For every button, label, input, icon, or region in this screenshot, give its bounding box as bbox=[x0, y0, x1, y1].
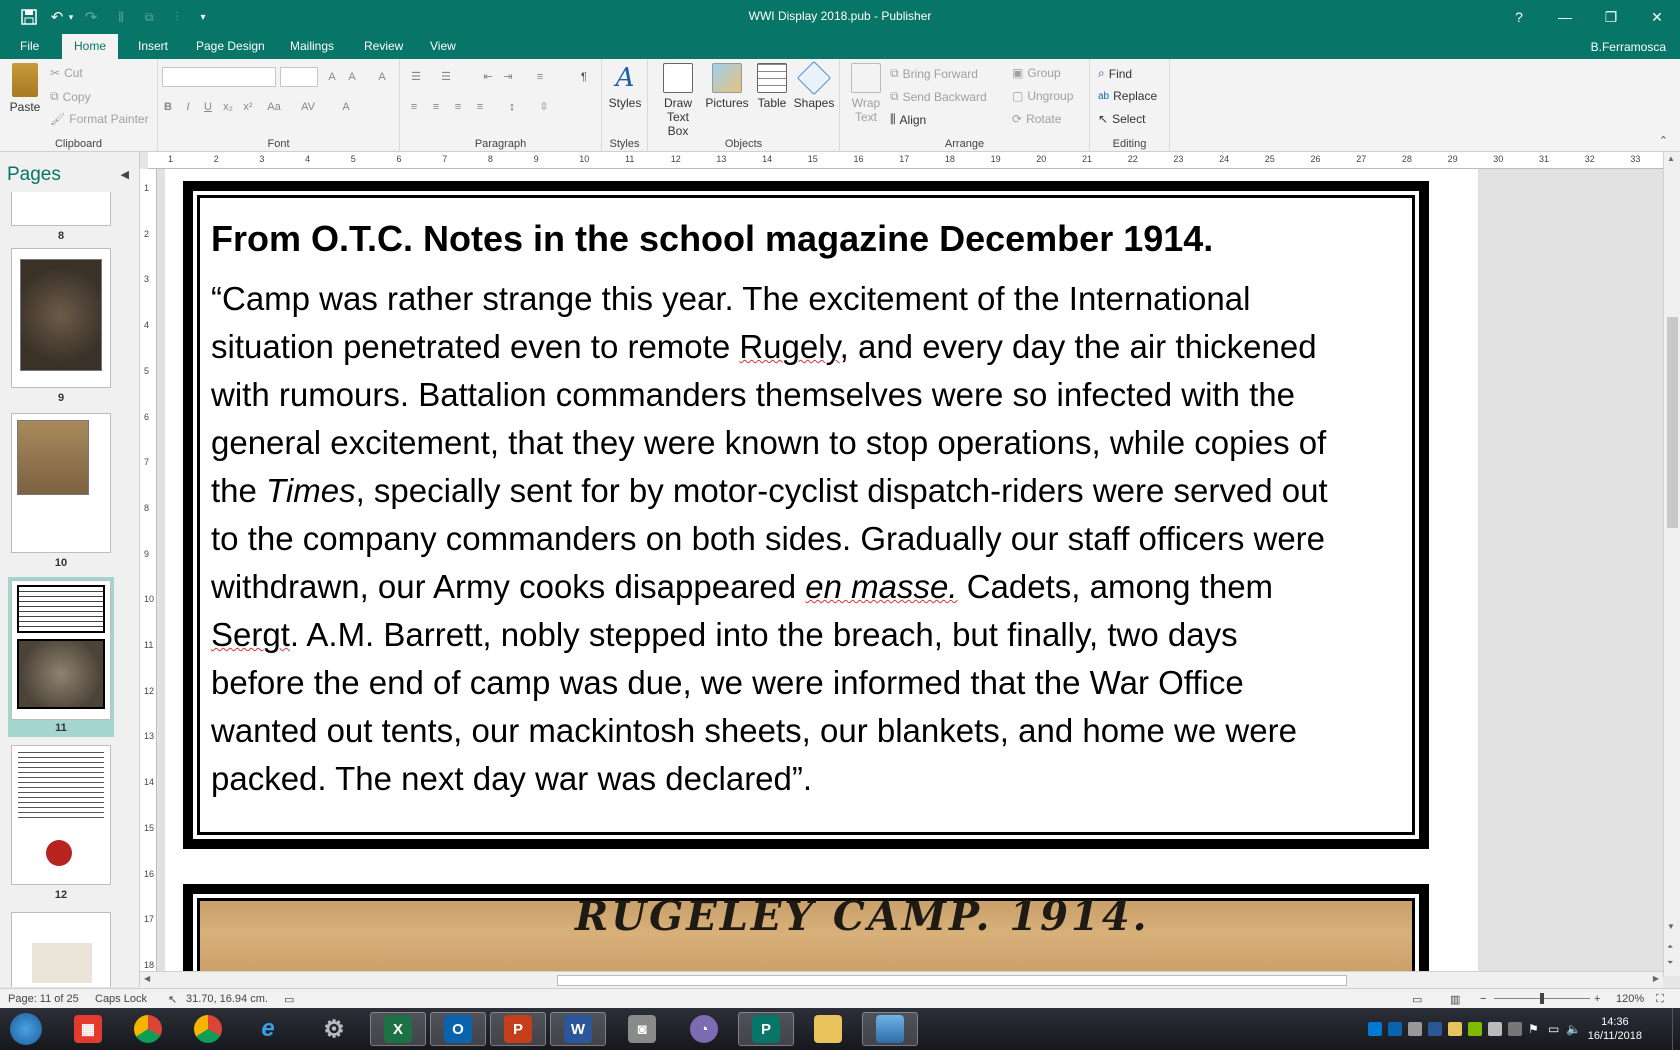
ruler-number: 33 bbox=[1630, 154, 1641, 164]
ruler-number: 16 bbox=[144, 868, 155, 879]
outlook-tray-icon[interactable] bbox=[1388, 1022, 1402, 1036]
align-right-icon: ≡ bbox=[454, 101, 462, 113]
vertical-scroll-thumb[interactable] bbox=[1667, 317, 1678, 528]
powerpoint-icon: P bbox=[504, 1015, 532, 1043]
rotate-button bbox=[1012, 112, 1061, 126]
page-number-11: 11 bbox=[55, 722, 67, 734]
ruler-number: 11 bbox=[625, 154, 635, 164]
page-thumbnail-11[interactable] bbox=[11, 580, 111, 720]
body-line: “Camp was rather strange this year. The excitement of the International bbox=[211, 280, 1251, 317]
taskbar-chrome-2[interactable] bbox=[180, 1012, 236, 1046]
font-name-combo[interactable] bbox=[162, 67, 276, 87]
redo-icon: ↷ bbox=[84, 9, 98, 26]
windows-icon bbox=[10, 1013, 42, 1045]
arrange-group bbox=[840, 59, 1090, 152]
photo-thumbnail bbox=[17, 420, 89, 495]
ruler-number: 5 bbox=[350, 154, 356, 164]
tab-page-design[interactable]: Page Design bbox=[196, 39, 265, 53]
shapes-button[interactable] bbox=[792, 63, 836, 110]
page-number-10: 10 bbox=[54, 557, 68, 569]
shapes-label: Shapes bbox=[793, 96, 835, 110]
tab-mailings[interactable]: Mailings bbox=[290, 39, 335, 53]
objects-group-label: Objects bbox=[724, 138, 763, 150]
collapse-ribbon-icon[interactable]: ⌃ bbox=[1658, 135, 1668, 147]
ruler-number: 4 bbox=[144, 320, 150, 331]
table-label: Table bbox=[757, 96, 787, 110]
taskbar-excel[interactable] bbox=[370, 1012, 426, 1046]
ruler-number: 18 bbox=[944, 154, 955, 164]
shrink-font-icon: A bbox=[348, 71, 356, 83]
bring-forward-button bbox=[890, 66, 978, 81]
cut-button bbox=[50, 66, 83, 80]
copy-icon: ⧉ bbox=[50, 89, 59, 103]
ruler-number: 25 bbox=[1264, 154, 1275, 164]
scroll-right-icon[interactable]: ▶ bbox=[1652, 974, 1659, 983]
user-name[interactable]: B.Ferramosca bbox=[1590, 40, 1666, 54]
page-thumbnail-8[interactable] bbox=[11, 192, 111, 226]
ruler-number: 7 bbox=[442, 154, 448, 164]
pages-panel bbox=[0, 152, 140, 987]
ruler-number: 30 bbox=[1493, 154, 1504, 164]
align-left-icon: ≡ bbox=[410, 101, 418, 113]
status-bar bbox=[0, 988, 1680, 1008]
horizontal-scrollbar[interactable] bbox=[140, 971, 1663, 988]
replace-button[interactable] bbox=[1098, 89, 1157, 103]
wrap-text-icon bbox=[851, 63, 881, 93]
object-position: 31.70, 16.94 cm. bbox=[186, 993, 268, 1005]
ungroup-icon: ▢ bbox=[1012, 89, 1024, 103]
body-line: Sergt. A.M. Barrett, nobly stepped into the breach, but finally, two days bbox=[211, 616, 1238, 653]
volume-icon[interactable]: 🔈 bbox=[1566, 1022, 1581, 1036]
grow-font-icon: A bbox=[328, 71, 336, 83]
tray-icon[interactable] bbox=[1488, 1022, 1502, 1036]
group-label: Group bbox=[1027, 66, 1061, 80]
paste-label: Paste bbox=[9, 100, 41, 114]
ruler-number: 14 bbox=[762, 154, 773, 164]
camera-icon: ◙ bbox=[628, 1015, 656, 1043]
rotate-label: Rotate bbox=[1026, 112, 1062, 126]
paste-button[interactable] bbox=[6, 63, 44, 114]
pictures-button[interactable] bbox=[704, 63, 750, 110]
horizontal-scroll-thumb[interactable] bbox=[557, 975, 1347, 986]
text-thumbnail bbox=[18, 752, 104, 822]
bring-forward-label: Bring Forward bbox=[902, 66, 978, 81]
group-button bbox=[1012, 66, 1061, 80]
clock-date: 16/11/2018 bbox=[1587, 1030, 1642, 1042]
ruler-number: 10 bbox=[144, 594, 155, 605]
gear-icon: ⚙ bbox=[323, 1015, 345, 1043]
tab-insert[interactable]: Insert bbox=[138, 39, 169, 53]
superscript-icon: x² bbox=[243, 101, 253, 113]
ruler-number: 22 bbox=[1127, 154, 1138, 164]
ruler-number: 14 bbox=[144, 777, 155, 788]
arrange-group-label: Arrange bbox=[944, 138, 985, 150]
undo-icon[interactable]: ↶ bbox=[50, 9, 64, 26]
change-case-icon: Aa bbox=[267, 101, 281, 113]
clock-time: 14:36 bbox=[1601, 1016, 1629, 1028]
excel-icon: X bbox=[384, 1015, 412, 1043]
ruler-number: 13 bbox=[144, 731, 155, 742]
align-label: Align bbox=[899, 112, 927, 127]
photo-thumbnail bbox=[20, 259, 102, 371]
ruler-number: 24 bbox=[1219, 154, 1230, 164]
taskbar-camera[interactable] bbox=[614, 1012, 670, 1046]
character-spacing-icon: AV bbox=[301, 101, 315, 113]
ribbon bbox=[0, 59, 1680, 152]
network-icon[interactable]: ▭ bbox=[1548, 1022, 1560, 1036]
ruler-number: 8 bbox=[144, 502, 150, 513]
tray-icon[interactable] bbox=[1468, 1022, 1482, 1036]
find-label: Find bbox=[1108, 66, 1133, 81]
page-thumbnail-9[interactable] bbox=[11, 248, 111, 388]
select-button[interactable] bbox=[1098, 112, 1145, 126]
text-thumbnail bbox=[17, 585, 105, 633]
poppy-thumbnail bbox=[46, 840, 72, 866]
ruler-number: 18 bbox=[144, 959, 155, 970]
scissors-icon: ✂ bbox=[50, 66, 61, 80]
ruler-number: 1 bbox=[144, 183, 150, 193]
collapse-panel-icon[interactable]: ◀ bbox=[120, 169, 129, 181]
clipboard-group bbox=[0, 59, 158, 152]
fit-page-icon[interactable]: ⛶ bbox=[1656, 993, 1664, 1005]
window-title: WWI Display 2018.pub - Publisher bbox=[748, 9, 932, 23]
cursor-icon: ↖ bbox=[1098, 112, 1109, 126]
object-size-icon: ▭ bbox=[284, 994, 295, 1006]
format-painter-button bbox=[50, 112, 149, 126]
taskbar-outlook[interactable] bbox=[430, 1012, 486, 1046]
tray-icon[interactable] bbox=[1448, 1022, 1462, 1036]
table-button[interactable] bbox=[754, 63, 790, 110]
ruler-number: 12 bbox=[670, 154, 681, 164]
taskbar-word[interactable] bbox=[550, 1012, 606, 1046]
scroll-left-icon[interactable]: ◀ bbox=[144, 974, 151, 983]
text-box-label: Text Box bbox=[666, 110, 689, 138]
ruler-number: 29 bbox=[1447, 154, 1458, 164]
font-group-label: Font bbox=[267, 138, 290, 150]
page-thumbnail-12[interactable] bbox=[11, 745, 111, 885]
page-indicator[interactable]: Page: 11 of 25 bbox=[8, 993, 79, 1005]
ruler-number: 13 bbox=[716, 154, 727, 164]
align-icon: ⫼ bbox=[890, 112, 896, 126]
folder-icon bbox=[814, 1015, 842, 1043]
show-marks-icon[interactable]: ¶ bbox=[581, 71, 587, 83]
objects-group bbox=[648, 59, 840, 152]
ruler-number: 17 bbox=[144, 914, 155, 925]
format-painter-label: Format Painter bbox=[69, 112, 149, 126]
search-icon: ⌕ bbox=[1098, 66, 1105, 80]
body-line: withdrawn, our Army cooks disappeared en masse. Cadets, among them bbox=[211, 568, 1274, 605]
page-number-9: 9 bbox=[57, 392, 65, 404]
editing-group-label: Editing bbox=[1112, 138, 1147, 150]
taskbar-apps-grid[interactable] bbox=[60, 1012, 116, 1046]
body-line: the Times, specially sent for by motor-cyclist dispatch-riders were served out bbox=[211, 472, 1328, 509]
close-button[interactable]: ✕ bbox=[1651, 8, 1663, 25]
vertical-scrollbar[interactable] bbox=[1663, 152, 1680, 976]
copy-button bbox=[50, 89, 91, 104]
ruler-number: 1 bbox=[168, 154, 174, 164]
styles-group bbox=[602, 59, 648, 152]
font-group bbox=[158, 59, 400, 152]
group-icon: ▣ bbox=[1012, 66, 1024, 80]
distribute-icon: ⫶ bbox=[175, 9, 179, 24]
internet-explorer-icon: e bbox=[261, 1015, 275, 1042]
ruler-number: 23 bbox=[1173, 154, 1184, 164]
ruler-number: 19 bbox=[990, 154, 1001, 164]
tab-home[interactable]: Home bbox=[62, 34, 118, 59]
picture-icon bbox=[876, 1015, 904, 1043]
page-thumbnail-13[interactable] bbox=[11, 912, 111, 987]
taskbar bbox=[0, 1008, 1680, 1050]
page-thumbnail-10[interactable] bbox=[11, 413, 111, 553]
copy-label: Copy bbox=[62, 89, 91, 104]
send-backward-icon: ⧉ bbox=[890, 89, 899, 103]
ruler-number: 26 bbox=[1310, 154, 1321, 164]
ruler-number: 9 bbox=[144, 548, 150, 559]
align-button[interactable] bbox=[890, 112, 926, 127]
next-page-icon[interactable]: ⏷ bbox=[1667, 958, 1674, 967]
draw-label: Draw bbox=[663, 96, 692, 110]
draw-text-box-button[interactable] bbox=[656, 63, 700, 138]
paragraph-group-label: Paragraph bbox=[474, 138, 527, 150]
title-bar bbox=[0, 0, 1680, 34]
word-icon: W bbox=[564, 1015, 592, 1043]
ribbon-tabs bbox=[0, 34, 1680, 59]
replace-label: Replace bbox=[1113, 89, 1158, 103]
styles-icon: A bbox=[615, 63, 635, 93]
bring-forward-icon: ⧉ bbox=[890, 66, 899, 80]
two-page-view-icon[interactable]: ▥ bbox=[1450, 994, 1461, 1006]
action-center-icon[interactable]: ⚑ bbox=[1528, 1022, 1539, 1036]
paragraph-spacing-icon: ⇳ bbox=[539, 101, 549, 113]
vertical-ruler[interactable] bbox=[140, 169, 157, 976]
ruler-number: 15 bbox=[807, 154, 818, 164]
outlook-icon: O bbox=[444, 1015, 472, 1043]
caps-lock-indicator: Caps Lock bbox=[95, 993, 147, 1005]
body-line: with rumours. Battalion commanders themselves were so infected with the bbox=[211, 376, 1295, 413]
ruler-number: 6 bbox=[144, 411, 150, 422]
justify-icon: ≡ bbox=[476, 101, 484, 113]
restore-button[interactable]: ❐ bbox=[1604, 8, 1618, 25]
scroll-down-icon[interactable]: ▼ bbox=[1667, 922, 1675, 931]
media-icon: ◔ bbox=[690, 1015, 718, 1043]
pictures-icon bbox=[712, 63, 742, 93]
ruler-number: 2 bbox=[144, 228, 150, 239]
rotate-icon: ⟳ bbox=[1012, 112, 1023, 126]
styles-group-label: Styles bbox=[609, 138, 640, 150]
bring-front-icon: ⧉ bbox=[144, 9, 154, 24]
send-backward-button bbox=[890, 89, 987, 104]
ruler-number: 10 bbox=[579, 154, 590, 164]
document-heading[interactable]: From O.T.C. Notes in the school magazine December 1914. bbox=[211, 218, 1214, 259]
zoom-out-icon[interactable]: − bbox=[1480, 993, 1487, 1005]
zoom-level[interactable]: 120% bbox=[1616, 993, 1645, 1005]
photo-thumbnail bbox=[32, 943, 92, 983]
ruler-number: 16 bbox=[853, 154, 864, 164]
grid-icon: ▦ bbox=[74, 1015, 102, 1043]
ruler-number: 6 bbox=[396, 154, 402, 164]
page-number-8: 8 bbox=[57, 230, 65, 242]
italic-en-masse: en masse. bbox=[805, 568, 958, 605]
taskbar-screenshot[interactable] bbox=[862, 1012, 918, 1046]
subscript-icon: x₂ bbox=[223, 101, 233, 113]
taskbar-media[interactable] bbox=[676, 1012, 732, 1046]
ruler-number: 11 bbox=[144, 640, 154, 650]
wrap-label: Wrap bbox=[851, 96, 881, 110]
ruler-number: 15 bbox=[144, 822, 155, 833]
font-color-icon: A bbox=[342, 101, 350, 113]
ruler-number: 7 bbox=[144, 457, 150, 468]
taskbar-settings[interactable] bbox=[306, 1012, 362, 1046]
customize-quick-access-icon[interactable]: ▾ bbox=[200, 11, 206, 23]
paste-icon bbox=[12, 63, 38, 97]
taskbar-internet-explorer[interactable] bbox=[240, 1012, 296, 1046]
tab-file[interactable]: File bbox=[20, 39, 40, 53]
ruler-number: 4 bbox=[305, 154, 311, 164]
cut-label: Cut bbox=[64, 66, 83, 80]
chrome-icon bbox=[134, 1015, 162, 1043]
document-body-text[interactable] bbox=[211, 275, 1426, 803]
shapes-icon bbox=[797, 61, 831, 95]
ruler-number: 27 bbox=[1356, 154, 1367, 164]
send-backward-label: Send Backward bbox=[902, 89, 987, 104]
columns-icon: ≡ bbox=[536, 71, 544, 83]
previous-page-icon[interactable]: ⏶ bbox=[1667, 942, 1674, 951]
editing-group bbox=[1090, 59, 1170, 152]
select-label: Select bbox=[1112, 112, 1146, 126]
text-box-icon bbox=[663, 63, 693, 93]
taskbar-powerpoint[interactable] bbox=[490, 1012, 546, 1046]
ruler-number: 5 bbox=[144, 365, 150, 376]
ruler-number: 8 bbox=[487, 154, 493, 164]
clear-formatting-icon: A bbox=[378, 71, 386, 83]
single-page-view-icon[interactable]: ▭ bbox=[1412, 994, 1423, 1006]
zoom-in-icon[interactable]: + bbox=[1594, 993, 1601, 1005]
decrease-indent-icon: ⇤ bbox=[483, 71, 493, 83]
zoom-slider-thumb[interactable] bbox=[1540, 993, 1544, 1004]
photo-thumbnail bbox=[17, 639, 105, 709]
numbering-icon: ☰ bbox=[441, 71, 451, 83]
ruler-number: 32 bbox=[1584, 154, 1595, 164]
chrome-icon bbox=[194, 1015, 222, 1043]
horizontal-ruler[interactable] bbox=[148, 152, 1663, 169]
teams-tray-icon[interactable] bbox=[1368, 1022, 1382, 1036]
ruler-number: 31 bbox=[1539, 154, 1550, 164]
scroll-up-icon[interactable]: ▲ bbox=[1667, 154, 1675, 163]
increase-indent-icon: ⇥ bbox=[503, 71, 513, 83]
body-line: situation penetrated even to remote Rugely, and every day the air thickened bbox=[211, 328, 1317, 365]
text-label: Text bbox=[854, 110, 877, 124]
brush-icon: 🖌 bbox=[50, 112, 66, 126]
ruler-number: 12 bbox=[144, 685, 155, 696]
underline-icon: U bbox=[204, 101, 212, 113]
ungroup-button bbox=[1012, 89, 1073, 103]
clock[interactable] bbox=[1588, 1015, 1642, 1043]
ruler-number: 20 bbox=[1036, 154, 1047, 164]
taskbar-file-explorer[interactable] bbox=[800, 1012, 856, 1046]
taskbar-chrome[interactable] bbox=[120, 1012, 176, 1046]
body-line: general excitement, that they were known to stop operations, while copies of bbox=[211, 424, 1327, 461]
body-line: before the end of camp was due, we were informed that the War Office bbox=[211, 664, 1244, 701]
ruler-number: 21 bbox=[1082, 154, 1093, 164]
clipboard-group-label: Clipboard bbox=[54, 138, 103, 150]
find-button[interactable] bbox=[1098, 66, 1132, 81]
body-line: packed. The next day war was declared”. bbox=[211, 760, 813, 797]
tray-icon[interactable] bbox=[1428, 1022, 1442, 1036]
pictures-label: Pictures bbox=[705, 96, 749, 110]
styles-label: Styles bbox=[608, 96, 642, 110]
page-number-12: 12 bbox=[54, 889, 68, 901]
paragraph-group bbox=[400, 59, 602, 152]
taskbar-publisher[interactable] bbox=[738, 1012, 794, 1046]
ruler-number: 2 bbox=[213, 154, 219, 164]
bold-icon: B bbox=[164, 101, 172, 113]
ruler-number: 9 bbox=[533, 154, 539, 164]
ruler-number: 17 bbox=[899, 154, 910, 164]
minimize-button[interactable]: — bbox=[1558, 9, 1572, 25]
align-icon: ⫼ bbox=[118, 9, 124, 24]
cursor-position-icon: ↖ bbox=[168, 994, 178, 1006]
tab-review[interactable]: Review bbox=[364, 39, 404, 53]
undo-dropdown-icon[interactable]: ▾ bbox=[68, 11, 74, 22]
tab-view[interactable]: View bbox=[430, 39, 456, 53]
ruler-number: 3 bbox=[259, 154, 265, 164]
styles-button[interactable] bbox=[606, 63, 644, 110]
italic-times: Times bbox=[266, 472, 356, 509]
wrap-text-button bbox=[848, 63, 884, 124]
font-size-combo[interactable] bbox=[280, 67, 318, 87]
tray-icon[interactable] bbox=[1408, 1022, 1422, 1036]
replace-icon: ab bbox=[1098, 90, 1110, 102]
ruler-number: 3 bbox=[144, 274, 150, 285]
body-line: to the company commanders on both sides. Gradually our staff officers were bbox=[211, 520, 1326, 557]
pages-panel-title: Pages bbox=[7, 164, 61, 185]
publisher-icon: P bbox=[752, 1015, 780, 1043]
ruler-number: 28 bbox=[1401, 154, 1412, 164]
show-desktop-button[interactable] bbox=[1672, 1008, 1680, 1050]
table-icon bbox=[757, 63, 787, 93]
help-button[interactable]: ? bbox=[1515, 9, 1523, 25]
bullets-icon: ☰ bbox=[411, 71, 421, 83]
show-hidden-icons-icon[interactable] bbox=[1508, 1022, 1522, 1036]
line-spacing-icon[interactable]: ↕ bbox=[509, 101, 515, 113]
italic-icon: I bbox=[186, 101, 190, 113]
body-line: wanted out tents, our mackintosh sheets, our blankets, and home we were bbox=[211, 712, 1297, 749]
start-button[interactable] bbox=[0, 1012, 52, 1046]
align-center-icon: ≡ bbox=[432, 101, 440, 113]
photo-handwritten-caption: RUGELEY CAMP. 1914. bbox=[575, 893, 1150, 940]
ungroup-label: Ungroup bbox=[1027, 89, 1074, 103]
